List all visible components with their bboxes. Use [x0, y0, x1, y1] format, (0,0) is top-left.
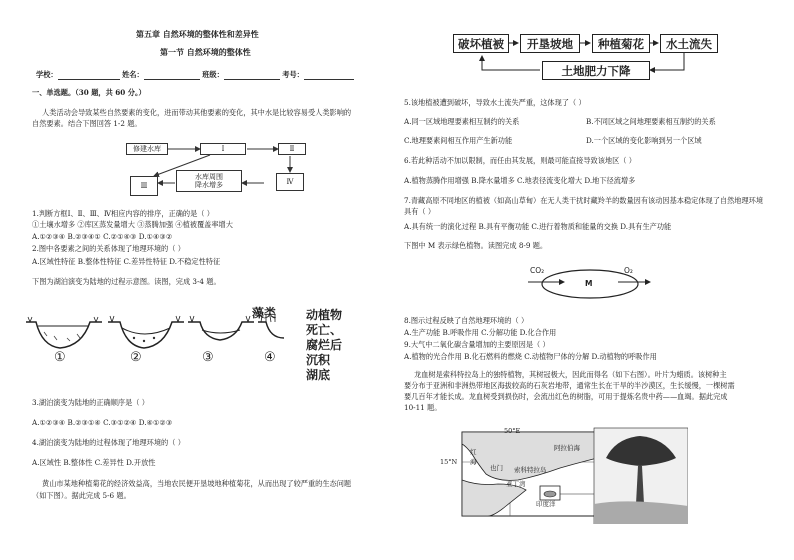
- box-rainfall: [176, 170, 242, 192]
- chain-box-2: 开垦坡地: [520, 34, 580, 53]
- q3-stem: 3.湖泊演变为陆地的正确顺序是（ ）: [32, 398, 149, 407]
- q5-option-a[interactable]: A.同一区域地理要素相互制约的关系: [404, 117, 520, 126]
- map-red-sea-2: 海: [470, 458, 477, 466]
- label-co2: CO₂: [530, 266, 545, 275]
- q1-items: ①土壤水增多 ②库区蒸发量增大 ③蒸腾加强 ④植被覆盖率增大: [32, 220, 233, 229]
- q7-stem-2: 具有（ ）: [404, 207, 436, 216]
- school-field[interactable]: [58, 72, 120, 80]
- box-IV: Ⅳ: [276, 173, 304, 191]
- q5-option-b[interactable]: B.不同区域之间地理要素相互制约的关系: [586, 117, 716, 126]
- map-lat: 15°N: [440, 458, 458, 466]
- class-label: 班级：: [202, 70, 224, 79]
- chapter-title: 第五章 自然环境的整体性和差异性: [136, 29, 259, 39]
- annotation-line2: 死亡、: [306, 323, 343, 337]
- box-II: Ⅱ: [278, 143, 306, 155]
- q4-options[interactable]: A.区域性 B.整体性 C.差异性 D.开放性: [32, 458, 156, 467]
- map-island: 索科特拉岛: [514, 466, 547, 474]
- annotation-line3: 腐烂后: [306, 338, 343, 352]
- annotation-line4: 沉积: [306, 353, 331, 367]
- box-rainfall-line2: 降水增多: [195, 181, 223, 189]
- chain-box-3: 种植菊花: [592, 34, 650, 53]
- q7-stem: 7.青藏高原不同地区的植被（如高山草甸）在无人类干扰时藏羚羊的数量因有该动因基本稳定体现了自然地理环境: [404, 196, 764, 205]
- name-label: 姓名：: [122, 70, 144, 79]
- map-arabian-sea: 阿拉伯海: [554, 444, 580, 452]
- q6-stem: 6.若此种活动不加以限制，而任由其发展，则最可能直接导致该地区（ ）: [404, 156, 636, 165]
- q3-options[interactable]: A.①②③④ B.②③①④ C.③①②④ D.④①②③: [32, 418, 173, 427]
- q2-stem: 2.图中各要素之间的关系体现了地理环境的（ ）: [32, 244, 185, 253]
- chain-box-1: 破坏植被: [453, 34, 509, 53]
- box-reservoir: 修建水库: [126, 143, 168, 155]
- label-m: M: [585, 279, 593, 288]
- q8-stem: 8.图示过程反映了自然地理环境的（ ）: [404, 316, 529, 325]
- map-figure: [438, 424, 688, 524]
- map-red-sea-1: 红: [470, 448, 477, 456]
- label-4: ④: [264, 350, 276, 365]
- student-info-row: [36, 70, 354, 80]
- exam-label: 考号：: [282, 70, 304, 79]
- name-field[interactable]: [144, 72, 200, 80]
- q9-options[interactable]: A.植物的光合作用 B.化石燃料的燃烧 C.动植物尸体的分解 D.动植物的呼吸作用: [404, 352, 657, 361]
- section-title: 第一节 自然环境的整体性: [160, 47, 251, 57]
- chain-box-4: 水土流失: [660, 34, 718, 53]
- q56-intro: 黄山市某地种植菊花的经济效益高，当地农民便开垦坡地种植菊花，从而出现了较严重的生态问题: [42, 479, 352, 488]
- q1-stem: 1.判断方框Ⅰ、Ⅱ、Ⅲ、Ⅳ相应内容的排序，正确的是（ ）: [32, 209, 214, 218]
- q5-option-d[interactable]: D.一个区域的变化影响到另一个区域: [586, 136, 702, 145]
- intro-text-2: 自然要素。结合下图回答 1-2 题。: [32, 119, 142, 128]
- dragon-intro-3: 要几百年才能长成。龙血树受到损伤时，会流出红色的树脂，可用于提炼名贵中药——血竭。据此完成: [404, 392, 728, 401]
- label-2: ②: [130, 350, 142, 365]
- intro-text: 人类活动会导致某些自然要素的变化，进而带动其他要素的变化，其中水是比较容易受人类影响的: [42, 108, 352, 117]
- annotation-line5: 湖底: [306, 368, 331, 382]
- exam-field[interactable]: [304, 72, 354, 80]
- chain-box-5: 土地肥力下降: [542, 61, 650, 80]
- school-label: 学校：: [36, 70, 58, 79]
- box-rainfall-line1: 水库周围: [195, 173, 223, 181]
- label-o2: O₂: [624, 266, 633, 275]
- m-intro: 下图中 M 表示绿色植物。读图完成 8-9 题。: [404, 241, 548, 250]
- lake-intro: 下图为湖泊演变为陆地的过程示意图。读图，完成 3-4 题。: [32, 277, 221, 286]
- q8-options[interactable]: A.生产功能 B.呼吸作用 C.分解功能 D.化合作用: [404, 328, 557, 337]
- label-algae: 藻类: [252, 306, 277, 320]
- map-ocean: 印度洋: [536, 500, 556, 508]
- box-I: Ⅰ: [200, 143, 246, 155]
- box-III: Ⅲ: [130, 176, 158, 196]
- q5-stem: 5.该地植被遭到破坏，导致水土流失严重，这体现了（ ）: [404, 98, 586, 107]
- class-field[interactable]: [224, 72, 280, 80]
- q4-stem: 4.湖泊演变为陆地的过程体现了地理环境的（ ）: [32, 438, 185, 447]
- q1-options[interactable]: A.①②③④ B.②③④① C.②①④③ D.①④③②: [32, 232, 173, 241]
- q2-options[interactable]: A.区域性特征 B.整体性特征 C.差异性特征 D.不稳定性特征: [32, 257, 221, 266]
- dragon-intro-4: 10-11 题。: [404, 403, 442, 412]
- map-yemen: 也门: [490, 464, 503, 472]
- q56-intro-2: （如下图）。据此完成 5-6 题。: [32, 491, 131, 500]
- map-lon: 50°E: [504, 427, 521, 435]
- q5-option-c[interactable]: C.地理要素间相互作用产生新功能: [404, 136, 513, 145]
- q7-options[interactable]: A.具有统一的演化过程 B.具有平衡功能 C.进行着物质和能量的交换 D.具有生产功能: [404, 222, 672, 231]
- label-1: ①: [54, 350, 66, 365]
- dragon-intro-2: 要分布于亚洲和非洲热带地区海拔较高的石灰岩地带，通常生长在干旱的半沙漠区，生长缓慢，一棵树需: [404, 381, 735, 390]
- section-heading: 一、单选题。（30 题，共 60 分。）: [32, 88, 146, 97]
- map-gulf: 亚丁湾: [506, 480, 526, 488]
- annotation-line1: 动植物: [306, 308, 343, 322]
- q6-options[interactable]: A.植物蒸腾作用增强 B.降水量增多 C.地表径流变化增大 D.地下径流增多: [404, 176, 636, 185]
- label-3: ③: [202, 350, 214, 365]
- q9-stem: 9.大气中二氧化碳含量增加的主要原因是（ ）: [404, 340, 550, 349]
- dragon-intro: 龙血树是索科特拉岛上的独特植物，其树冠极大，因此而得名（如下右图）。叶片为蜡质。该树种主: [414, 370, 727, 379]
